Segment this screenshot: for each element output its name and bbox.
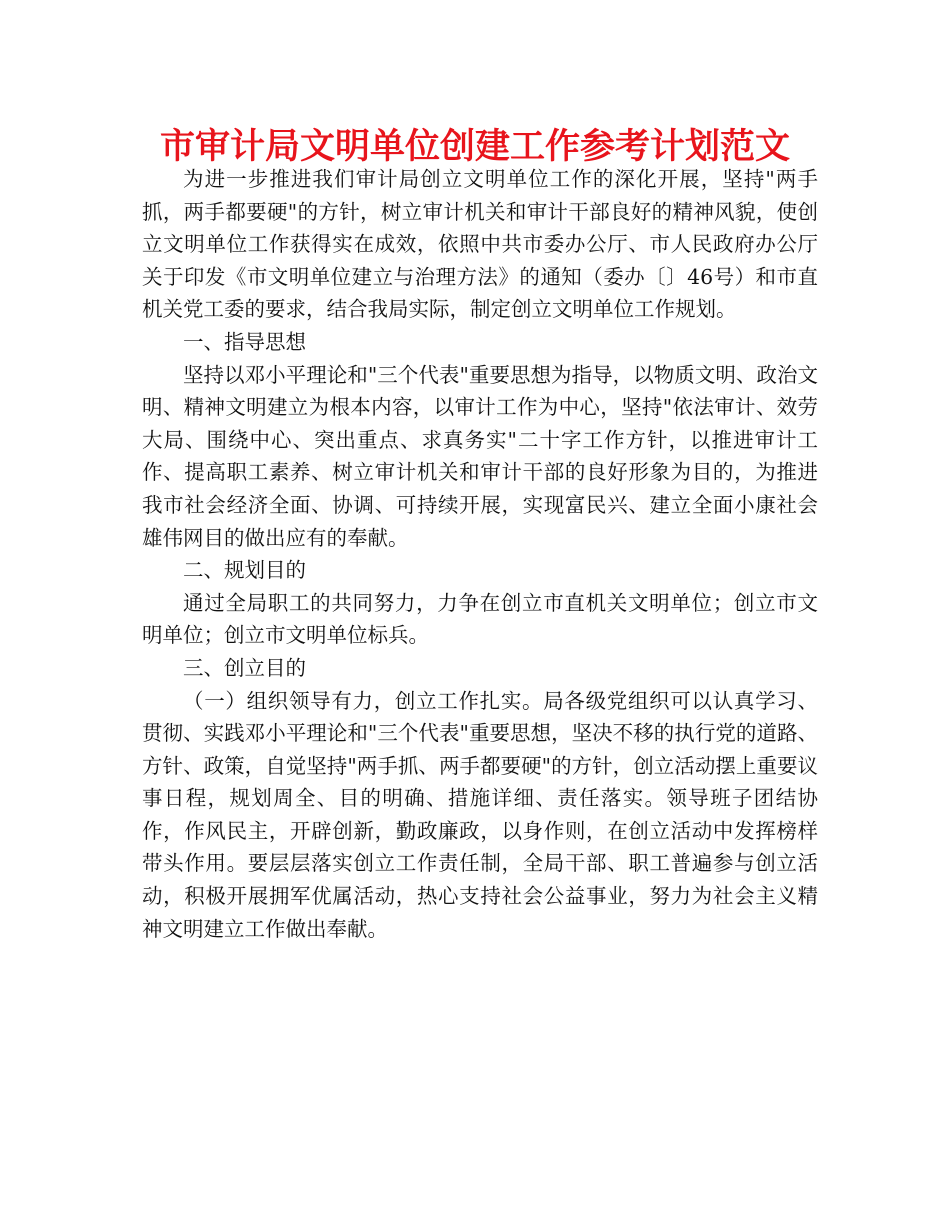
section-heading-plan-goal: 二、规划目的 (183, 558, 306, 583)
document-body (142, 163, 818, 945)
guiding-ideology-paragraph: 坚持以邓小平理论和"三个代表"重要思想为指导，以物质文明、政治文明、精神文明建立为根本内容，以审计工作为中心，坚持"依法审计、效劳大局、围绕中心、突出重点、求真务实"二十字工作方针，以推进审计工作、提高职工素养、树立审计机关和审计干部的良好形象为目的，为推进我市社会经济全面、协调、可持续开展，实现富民兴、建立全面小康社会雄伟网目的做出应有的奉献。 (142, 362, 818, 550)
section-heading-creation-goal: 三、创立目的 (183, 655, 306, 680)
section-heading-guiding-ideology: 一、指导思想 (183, 329, 306, 354)
document-title: 市审计局文明单位创建工作参考计划范文 (159, 127, 790, 167)
plan-goal-paragraph: 通过全局职工的共同努力，力争在创立市直机关文明单位；创立市文明单位；创立市文明单位标兵。 (142, 590, 818, 648)
creation-goal-paragraph: （一）组织领导有力，创立工作扎实。局各级党组织可以认真学习、贯彻、实践邓小平理论和"三个代表"重要思想，坚决不移的执行党的道路、方针、政策，自觉坚持"两手抓、两手都要硬"的方针，创立活动摆上重要议事日程，规划周全、目的明确、措施详细、责任落实。领导班子团结协作，作风民主，开辟创新，勤政廉政，以身作则，在创立活动中发挥榜样带头作用。要层层落实创立工作责任制，全局干部、职工普遍参与创立活动，积极开展拥军优属活动，热心支持社会公益事业，努力为社会主义精神文明建立工作做出奉献。 (142, 688, 818, 941)
intro-paragraph: 为进一步推进我们审计局创立文明单位工作的深化开展，坚持"两手抓，两手都要硬"的方针，树立审计机关和审计干部良好的精神风貌，使创立文明单位工作获得实在成效，依照中共市委办公厅、市人民政府办公厅关于印发《市文明单位建立与治理方法》的通知（委办〔〕46号）和市直机关党工委的要求，结合我局实际，制定创立文明单位工作规划。 (142, 167, 818, 322)
